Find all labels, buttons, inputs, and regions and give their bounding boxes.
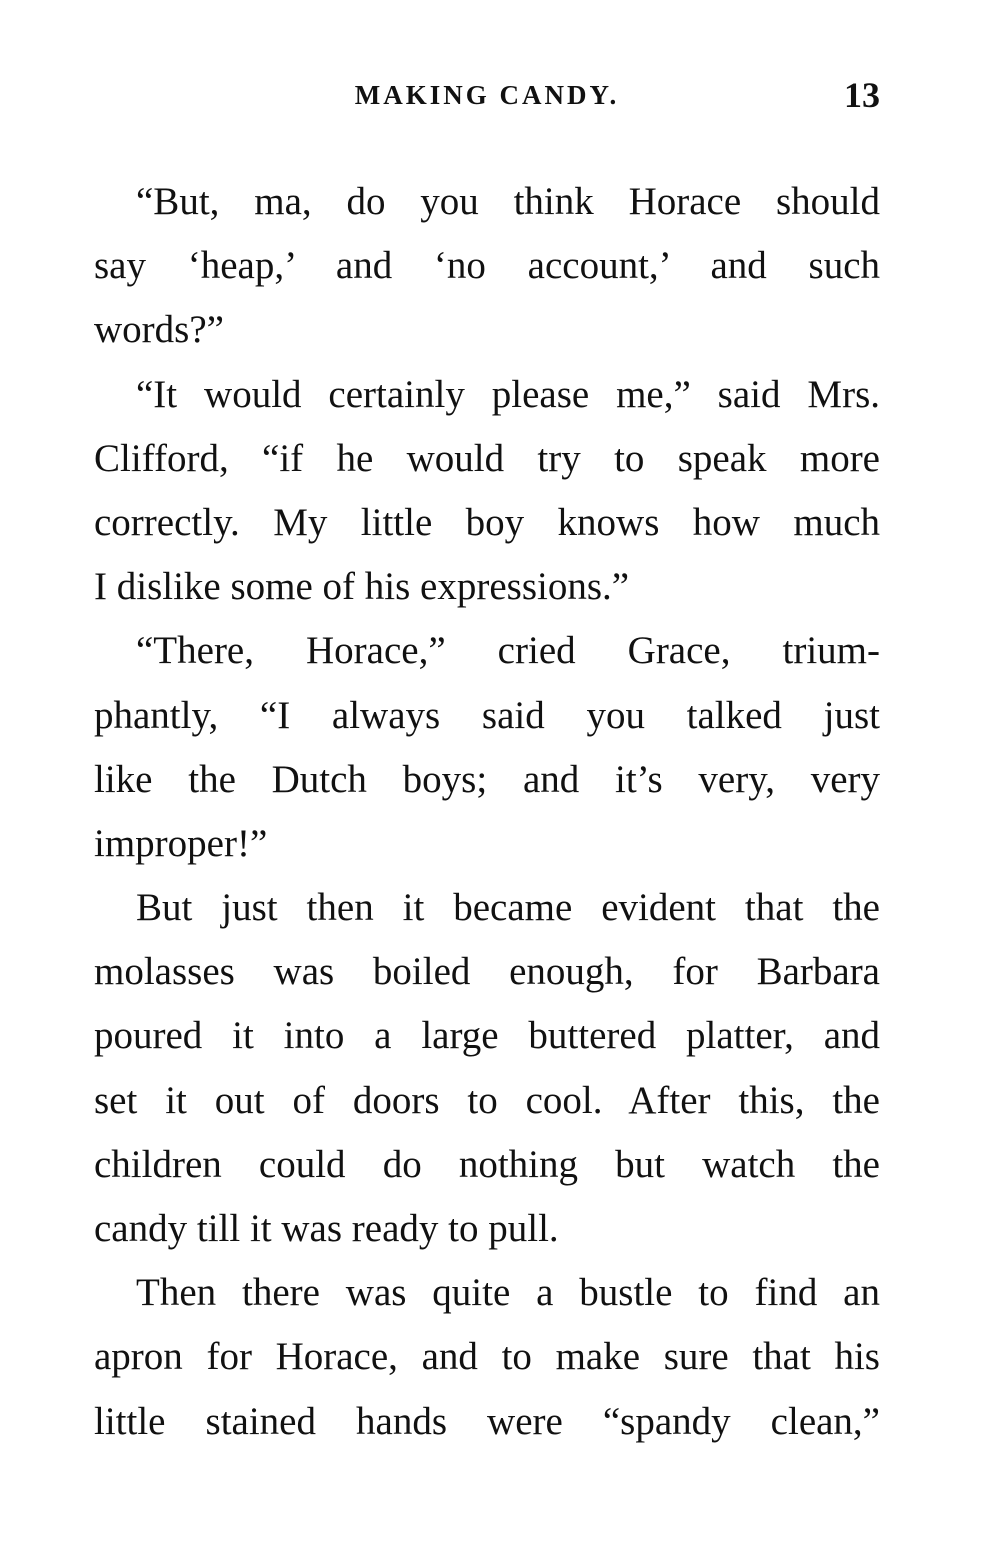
page-number: 13 [844,75,880,115]
text-line: molasses was boiled enough, for Barbara [94,950,880,994]
text-line: set it out of doors to cool. After this, the [94,1078,880,1122]
text-line: But just then it became evident that the [136,886,880,930]
text-line: little stained hands were “spandy clean,” [94,1399,880,1443]
text-line: Then there was quite a bustle to find an [136,1271,880,1315]
text-line: children could do nothing but watch the [94,1142,880,1186]
text-line: Clifford, “if he would try to speak more [94,436,880,480]
text-line: “But, ma, do you think Horace should [136,180,880,223]
text-line: say ‘heap,’ and ‘no account,’ and such [94,244,880,288]
text-line: I dislike some of his expressions.” [94,565,630,609]
body-text [94,170,880,1454]
text-line: “There, Horace,” cried Grace, trium- [136,629,880,673]
running-title: MAKING CANDY. [354,80,620,110]
text-line: candy till it was ready to pull. [94,1207,559,1250]
text-line: phantly, “I always said you talked just [94,693,880,737]
text-line: apron for Horace, and to make sure that his [94,1335,880,1379]
text-line: improper!” [94,821,268,865]
text-line: “It would certainly please me,” said Mrs. [136,372,880,416]
text-line: like the Dutch boys; and it’s very, very [94,757,880,801]
text-line: poured it into a large buttered platter, and [94,1014,880,1058]
text-line: correctly. My little boy knows how much [94,500,880,544]
text-line: words?” [94,308,224,352]
running-head [94,74,880,118]
